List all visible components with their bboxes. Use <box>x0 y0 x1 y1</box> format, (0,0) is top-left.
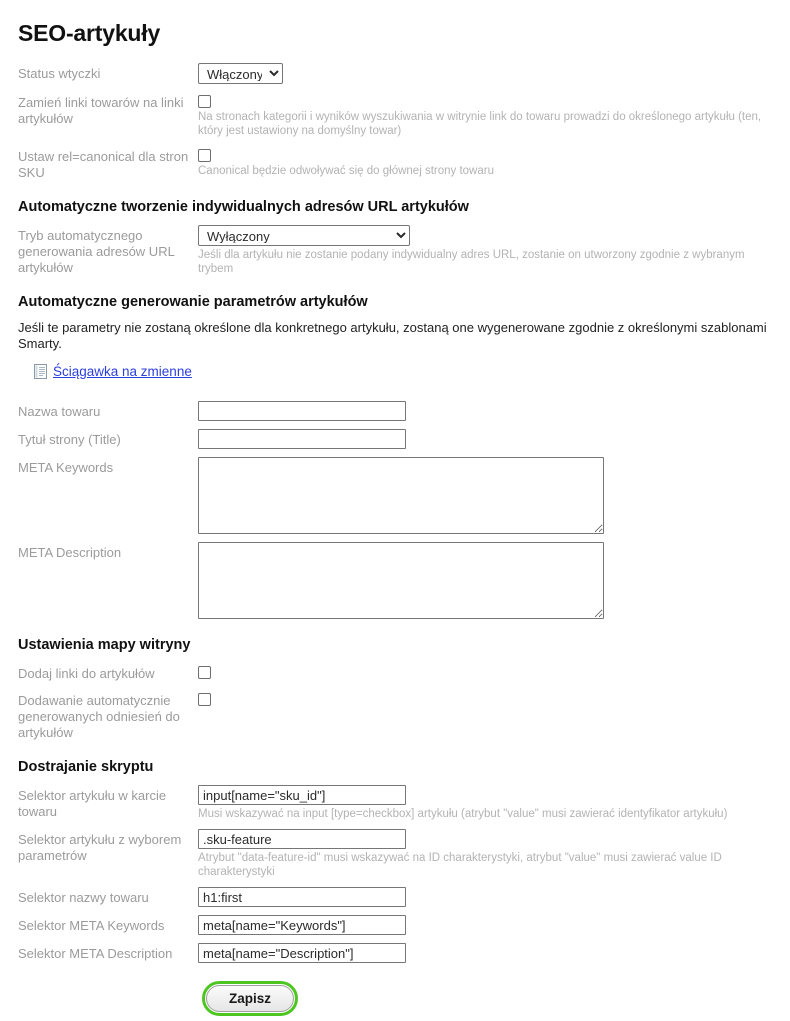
meta-description-textarea[interactable] <box>198 542 604 619</box>
product-name-label: Nazwa towaru <box>18 404 101 419</box>
selector-params-label: Selektor artykułu z wyborem parametrów <box>18 832 182 863</box>
url-mode-label: Tryb automatycznego generowania adresów URL artykułów <box>18 228 175 275</box>
save-button[interactable]: Zapisz <box>206 985 294 1012</box>
field-row-plugin-status <box>16 63 774 84</box>
plugin-status-label: Status wtyczki <box>18 66 101 81</box>
selector-card-label: Selektor artykułu w karcie towaru <box>18 788 167 819</box>
selector-card-help: Musi wskazywać na input [type=checkbox] artykułu (atrybut "value" musi zawierać identyfikator artykułu) <box>198 808 728 820</box>
field-row-replace-links <box>16 92 774 138</box>
field-row-selector-meta-description <box>16 943 774 963</box>
field-row-selector-product-name <box>16 887 774 907</box>
params-section-heading: Automatyczne generowanie parametrów artykułów <box>18 294 368 310</box>
selector-meta-keywords-label: Selektor META Keywords <box>18 918 165 933</box>
replace-links-checkbox[interactable] <box>198 95 211 108</box>
field-row-url-mode <box>16 225 774 276</box>
selector-product-name-input[interactable] <box>198 887 406 907</box>
selector-card-input[interactable] <box>198 785 406 805</box>
sitemap-add-links-checkbox[interactable] <box>198 666 211 679</box>
save-button-container <box>16 985 774 1012</box>
meta-keywords-textarea[interactable] <box>198 457 604 534</box>
selector-meta-description-input[interactable] <box>198 943 406 963</box>
meta-keywords-label: META Keywords <box>18 460 114 475</box>
sitemap-auto-refs-label: Dodawanie automatycznie generowanych odniesień do artykułów <box>18 693 180 740</box>
script-section-heading: Dostrajanie skryptu <box>18 759 154 775</box>
canonical-help: Canonical będzie odwoływać się do głównej strony towaru <box>198 165 494 177</box>
params-section-intro: Jeśli te parametry nie zostaną określone dla konkretnego artykułu, zostaną one wygenerowane zgodnie z określonymi szablonami Smarty. <box>18 320 767 351</box>
url-section-heading: Automatyczne tworzenie indywidualnych adresów URL artykułów <box>18 199 469 215</box>
sitemap-auto-refs-checkbox[interactable] <box>198 693 211 706</box>
selector-meta-keywords-input[interactable] <box>198 915 406 935</box>
canonical-checkbox[interactable] <box>198 149 211 162</box>
canonical-label: Ustaw rel=canonical dla stron SKU <box>18 149 189 180</box>
field-row-canonical <box>16 146 774 181</box>
selector-product-name-label: Selektor nazwy towaru <box>18 890 149 905</box>
field-row-sitemap-auto-refs <box>16 690 774 741</box>
page-title: SEO-artykuły <box>18 20 161 46</box>
field-row-product-name <box>16 401 774 421</box>
plugin-status-select[interactable] <box>198 63 283 84</box>
field-row-page-title <box>16 429 774 449</box>
field-row-meta-keywords <box>16 457 774 534</box>
selector-params-input[interactable] <box>198 829 406 849</box>
document-icon <box>34 364 47 379</box>
selector-params-help: Atrybut "data-feature-id" musi wskazywać na ID charakterystyki, atrybut "value" musi zawierać value ID charakterystyki <box>198 852 722 878</box>
field-row-selector-card <box>16 785 774 821</box>
page-title-label: Tytuł strony (Title) <box>18 432 121 447</box>
field-row-selector-meta-keywords <box>16 915 774 935</box>
selector-meta-description-label: Selektor META Description <box>18 946 173 961</box>
field-row-meta-description <box>16 542 774 619</box>
field-row-selector-params <box>16 829 774 879</box>
replace-links-label: Zamień linki towarów na linki artykułów <box>18 95 184 126</box>
field-row-sitemap-add-links <box>16 663 774 682</box>
sitemap-section-heading: Ustawienia mapy witryny <box>18 637 191 653</box>
cheat-sheet-link[interactable]: Ściągawka na zmienne <box>53 364 192 379</box>
product-name-input[interactable] <box>198 401 406 421</box>
meta-description-label: META Description <box>18 545 122 560</box>
cheat-sheet-row <box>34 364 774 379</box>
url-mode-select[interactable] <box>198 225 410 246</box>
url-mode-help: Jeśli dla artykułu nie zostanie podany indywidualny adres URL, zostanie on utworzony zgodnie z wybranym trybem <box>198 249 745 275</box>
sitemap-add-links-label: Dodaj linki do artykułów <box>18 666 155 681</box>
page-title-input[interactable] <box>198 429 406 449</box>
replace-links-help: Na stronach kategorii i wyników wyszukiwania w witrynie link do towaru prowadzi do określonego artykułu (ten, który jest ustawiony na domyślny towar) <box>198 111 762 137</box>
